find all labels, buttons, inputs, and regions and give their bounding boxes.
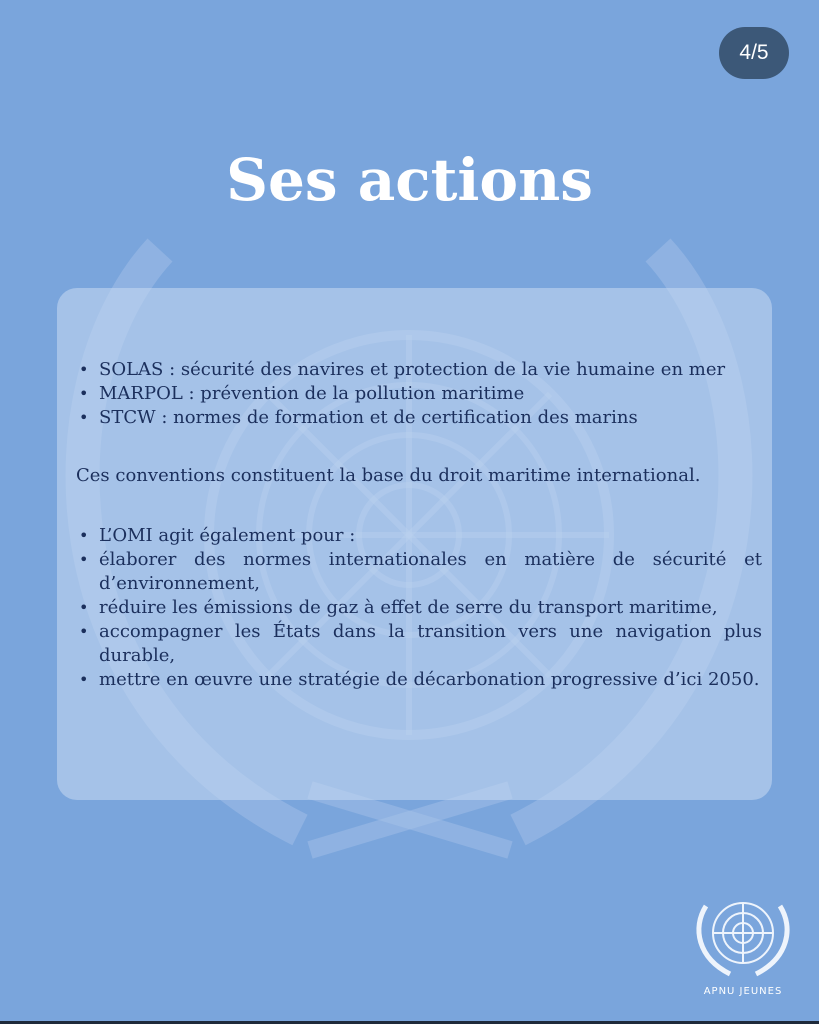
content-card bbox=[57, 288, 772, 800]
list-item: • STCW : normes de formation et de certification des marins bbox=[73, 406, 762, 430]
list-item: • L’OMI agit également pour : bbox=[73, 524, 762, 548]
actions-list bbox=[73, 524, 762, 692]
list-item: • réduire les émissions de gaz à effet de serre du transport maritime, bbox=[73, 596, 762, 620]
list-item: • mettre en œuvre une stratégie de décarbonation progressive d’ici 2050. bbox=[73, 668, 762, 692]
list-item: • élaborer des normes internationales en matière de sécurité et d’environnement, bbox=[73, 548, 762, 596]
summary-text: Ces conventions constituent la base du droit maritime international. bbox=[76, 465, 701, 486]
logo-label: APNU JEUNES bbox=[703, 986, 783, 997]
list-item: • MARPOL : prévention de la pollution maritime bbox=[73, 382, 762, 406]
conventions-list bbox=[73, 358, 762, 430]
page-title: Ses actions bbox=[226, 146, 593, 214]
list-item: • SOLAS : sécurité des navires et protection de la vie humaine en mer bbox=[73, 358, 762, 382]
un-emblem-icon bbox=[690, 888, 796, 998]
list-item: • accompagner les États dans la transition vers une navigation plus durable, bbox=[73, 620, 762, 668]
page-counter: 4/5 bbox=[719, 27, 789, 79]
